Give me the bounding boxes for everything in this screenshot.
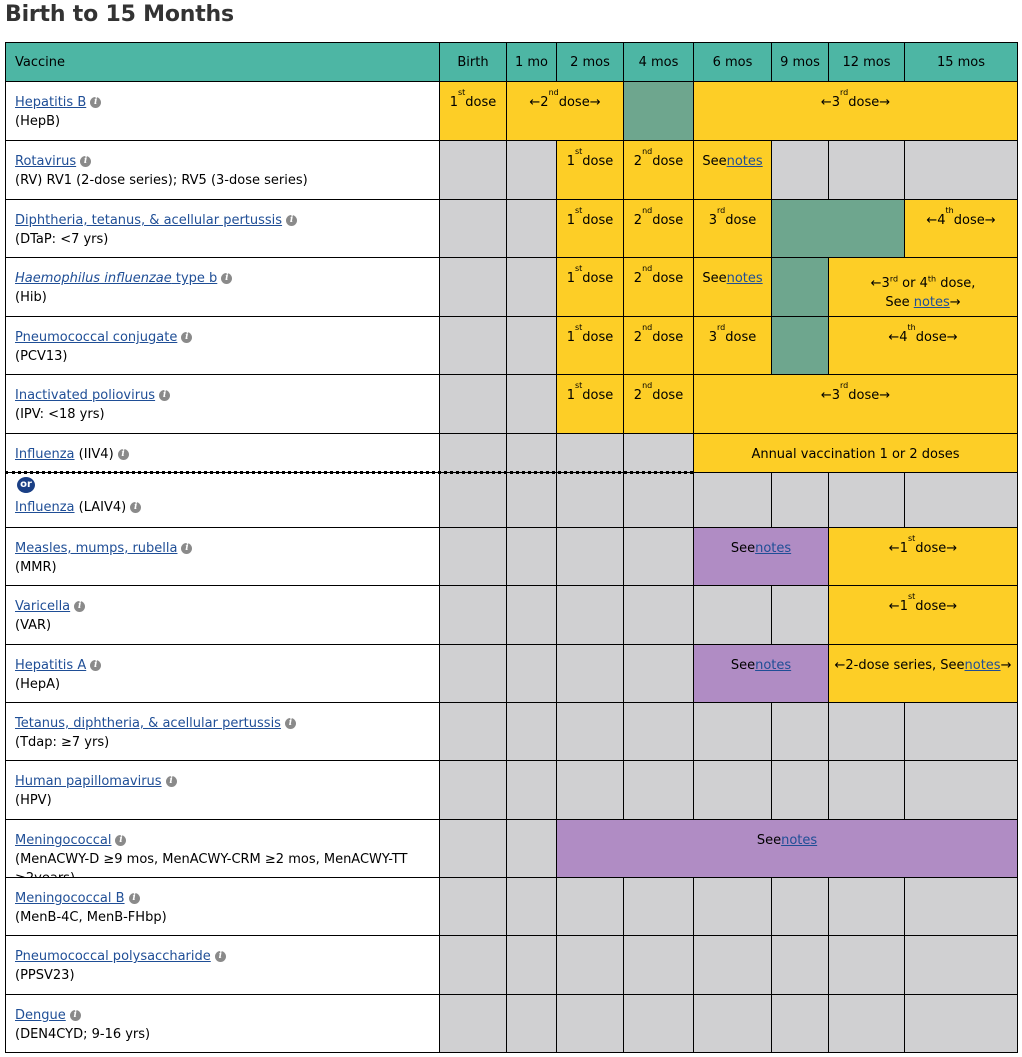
- schedule-cell: [439, 644, 507, 703]
- schedule-cell: [904, 877, 1018, 936]
- vaccine-row-label: Influenza (LAIV4) i: [5, 472, 440, 528]
- schedule-cell: [828, 877, 905, 936]
- vaccine-link[interactable]: Meningococcal: [15, 833, 112, 848]
- schedule-cell: [623, 760, 694, 820]
- schedule-cell: [506, 199, 557, 258]
- schedule-cell: [623, 702, 694, 761]
- schedule-cell: [506, 935, 557, 995]
- notes-cell: See notes: [693, 644, 829, 703]
- dose-cell: ← 3 rd dose →: [693, 374, 1018, 434]
- vaccine-link[interactable]: Hepatitis B: [15, 95, 87, 110]
- schedule-cell: [439, 702, 507, 761]
- vaccine-link[interactable]: Human papillomavirus: [15, 774, 162, 789]
- schedule-cell: [506, 257, 557, 317]
- notes-cell: See notes: [693, 527, 829, 586]
- or-badge: or: [17, 477, 35, 493]
- header-vaccine: Vaccine: [5, 42, 440, 82]
- schedule-cell: [506, 140, 557, 200]
- dose-cell: 1 st dose: [556, 140, 624, 200]
- vaccine-row-label: [5, 760, 440, 820]
- schedule-cell: [904, 702, 1018, 761]
- vaccine-abbr: (Hib): [15, 290, 47, 305]
- header-age-Birth: Birth: [439, 42, 507, 82]
- dose-cell: 1 st dose: [556, 257, 624, 317]
- info-icon[interactable]: i: [215, 951, 226, 962]
- schedule-cell: [439, 433, 507, 473]
- schedule-cell: [439, 472, 507, 528]
- header-age-9-mos: 9 mos: [771, 42, 829, 82]
- vaccine-abbr: (HepB): [15, 114, 61, 129]
- vaccine-abbr: (PCV13): [15, 349, 68, 364]
- schedule-cell: [506, 374, 557, 434]
- dose-cell: ← 1 st dose →: [828, 585, 1018, 645]
- dose-cell: ← 4 th dose →: [904, 199, 1018, 258]
- vaccine-link[interactable]: Diphtheria, tetanus, & acellular pertussis: [15, 213, 283, 228]
- catch-up-cell: [771, 257, 829, 317]
- vaccine-link[interactable]: Influenza: [15, 447, 75, 462]
- info-icon[interactable]: i: [90, 97, 101, 108]
- schedule-cell: [439, 760, 507, 820]
- notes-link[interactable]: notes: [726, 271, 763, 286]
- notes-link[interactable]: notes: [781, 833, 818, 848]
- schedule-cell: [771, 877, 829, 936]
- schedule-cell: [439, 877, 507, 936]
- dose-cell: ←2-dose series, See notes →: [828, 644, 1018, 703]
- vaccine-row-label: [5, 819, 440, 878]
- vaccine-link[interactable]: Meningococcal B: [15, 891, 125, 906]
- schedule-cell: [828, 472, 905, 528]
- schedule-cell: [506, 585, 557, 645]
- dose-cell: ←3rd or 4th dose, See notes→: [828, 257, 1018, 317]
- info-icon[interactable]: i: [129, 893, 140, 904]
- dose-cell: 2 nd dose: [623, 374, 694, 434]
- schedule-cell: [828, 702, 905, 761]
- schedule-cell: [771, 472, 829, 528]
- schedule-cell: [506, 644, 557, 703]
- vaccine-abbr: (RV) RV1 (2-dose series); RV5 (3-dose series): [15, 173, 308, 188]
- schedule-cell: [439, 199, 507, 258]
- schedule-cell: [556, 994, 624, 1053]
- schedule-cell: [693, 760, 772, 820]
- dose-cell: ← 2 nd dose →: [506, 81, 624, 141]
- schedule-cell: [693, 935, 772, 995]
- schedule-cell: [556, 644, 624, 703]
- vaccine-row-label: [5, 374, 440, 434]
- vaccine-row-label: Influenza (IIV4) i: [5, 433, 440, 473]
- schedule-cell: [556, 702, 624, 761]
- annual-cell: Annual vaccination 1 or 2 doses: [693, 433, 1018, 473]
- schedule-cell: [771, 760, 829, 820]
- dose-cell: 2 nd dose: [623, 316, 694, 375]
- header-age-6-mos: 6 mos: [693, 42, 772, 82]
- notes-cell: See notes: [556, 819, 1018, 878]
- schedule-cell: [828, 994, 905, 1053]
- schedule-cell: [439, 935, 507, 995]
- dose-cell: 1 st dose: [439, 81, 507, 141]
- schedule-cell: [623, 585, 694, 645]
- page-title: Birth to 15 Months: [5, 2, 234, 27]
- schedule-cell: [506, 527, 557, 586]
- schedule-cell: [623, 994, 694, 1053]
- dose-cell: 2 nd dose: [623, 199, 694, 258]
- notes-link[interactable]: notes: [726, 154, 763, 169]
- dose-cell: ← 1 st dose →: [828, 527, 1018, 586]
- vaccine-abbr: (Tdap: ≥7 yrs): [15, 735, 110, 750]
- schedule-cell: [439, 585, 507, 645]
- dose-cell: 3 rd dose: [693, 316, 772, 375]
- header-age-1-mo: 1 mo: [506, 42, 557, 82]
- info-icon[interactable]: i: [130, 502, 141, 513]
- notes-link[interactable]: notes: [913, 294, 950, 310]
- vaccine-link[interactable]: Pneumococcal conjugate: [15, 330, 178, 345]
- info-icon[interactable]: i: [285, 718, 296, 729]
- info-icon[interactable]: i: [70, 1010, 81, 1021]
- vaccine-row-label: [5, 994, 440, 1053]
- schedule-cell: [828, 140, 905, 200]
- vaccine-abbr: (DEN4CYD; 9-16 yrs): [15, 1027, 151, 1042]
- catch-up-cell: [771, 316, 829, 375]
- or-divider: [5, 471, 693, 474]
- vaccine-link[interactable]: Inactivated poliovirus: [15, 388, 156, 403]
- vaccine-row-label: [5, 702, 440, 761]
- schedule-cell: [506, 702, 557, 761]
- vaccine-link[interactable]: Haemophilus influenzae: [15, 271, 172, 286]
- schedule-cell: [904, 935, 1018, 995]
- vaccine-link[interactable]: Dengue: [15, 1008, 66, 1023]
- schedule-cell: [506, 472, 557, 528]
- schedule-cell: [771, 994, 829, 1053]
- vaccine-abbr: (PPSV23): [15, 968, 75, 983]
- vaccine-link[interactable]: Varicella: [15, 599, 71, 614]
- schedule-cell: [693, 994, 772, 1053]
- dose-cell: ← 3 rd dose →: [693, 81, 1018, 141]
- info-icon[interactable]: i: [181, 332, 192, 343]
- vaccine-row-label: [5, 935, 440, 995]
- schedule-cell: [623, 472, 694, 528]
- schedule-cell: [771, 140, 829, 200]
- catch-up-cell: [623, 81, 694, 141]
- schedule-cell: [556, 935, 624, 995]
- schedule-cell: [506, 433, 557, 473]
- schedule-cell: [623, 433, 694, 473]
- vaccine-link[interactable]: Measles, mumps, rubella: [15, 541, 178, 556]
- vaccine-abbr: (VAR): [15, 618, 52, 633]
- notes-cell: See notes: [693, 140, 772, 200]
- notes-link[interactable]: notes: [755, 658, 792, 673]
- schedule-cell: [506, 760, 557, 820]
- info-icon[interactable]: i: [181, 543, 192, 554]
- schedule-cell: [828, 935, 905, 995]
- schedule-cell: [556, 433, 624, 473]
- schedule-cell: [439, 257, 507, 317]
- vaccine-row-label: [5, 199, 440, 258]
- schedule-cell: [556, 585, 624, 645]
- schedule-cell: [904, 140, 1018, 200]
- schedule-cell: [439, 140, 507, 200]
- notes-cell: See notes: [693, 257, 772, 317]
- dose-cell: 1 st dose: [556, 199, 624, 258]
- schedule-cell: [828, 760, 905, 820]
- schedule-cell: [623, 644, 694, 703]
- vaccine-row-label: [5, 527, 440, 586]
- schedule-cell: [693, 702, 772, 761]
- info-icon[interactable]: i: [90, 660, 101, 671]
- dose-cell: 2 nd dose: [623, 140, 694, 200]
- schedule-cell: [904, 760, 1018, 820]
- vaccine-abbr: (MenACWY-D ≥9 mos, MenACWY-CRM ≥2 mos, MenACWY-TT: [15, 852, 408, 867]
- schedule-cell: [556, 877, 624, 936]
- schedule-cell: [771, 702, 829, 761]
- header-age-15-mos: 15 mos: [904, 42, 1018, 82]
- schedule-cell: [506, 819, 557, 878]
- schedule-cell: [506, 316, 557, 375]
- info-icon[interactable]: i: [286, 215, 297, 226]
- vaccine-row-label: [5, 585, 440, 645]
- vaccine-abbr: (HPV): [15, 793, 52, 808]
- info-icon[interactable]: i: [74, 601, 85, 612]
- schedule-cell: [439, 527, 507, 586]
- info-icon[interactable]: i: [166, 776, 177, 787]
- dose-cell: 1 st dose: [556, 374, 624, 434]
- schedule-cell: [439, 316, 507, 375]
- dose-cell: 2 nd dose: [623, 257, 694, 317]
- schedule-cell: [771, 935, 829, 995]
- vaccine-link[interactable]: Pneumococcal polysaccharide: [15, 949, 211, 964]
- schedule-cell: [693, 472, 772, 528]
- schedule-cell: [693, 585, 772, 645]
- info-icon[interactable]: i: [118, 449, 129, 460]
- dose-cell: 1 st dose: [556, 316, 624, 375]
- schedule-cell: [904, 472, 1018, 528]
- vaccine-abbr: (IPV: <18 yrs): [15, 407, 105, 422]
- vaccine-row-label: [5, 257, 440, 317]
- info-icon[interactable]: i: [221, 273, 232, 284]
- schedule-cell: [556, 760, 624, 820]
- vaccine-row-label: [5, 644, 440, 703]
- schedule-cell: [623, 935, 694, 995]
- notes-link[interactable]: notes: [964, 658, 1001, 673]
- info-icon[interactable]: i: [115, 835, 126, 846]
- info-icon[interactable]: i: [80, 156, 91, 167]
- schedule-cell: [693, 877, 772, 936]
- vaccine-abbr: (HepA): [15, 677, 61, 692]
- vaccine-link[interactable]: Hepatitis A: [15, 658, 87, 673]
- catch-up-cell: [771, 199, 905, 258]
- vaccine-abbr: (MMR): [15, 560, 57, 575]
- vaccine-link[interactable]: Influenza: [15, 500, 75, 515]
- vaccine-link[interactable]: Rotavirus: [15, 154, 77, 169]
- schedule-cell: [556, 472, 624, 528]
- schedule-cell: [439, 819, 507, 878]
- vaccine-row-label: [5, 877, 440, 936]
- vaccine-row-label: [5, 81, 440, 141]
- vaccine-abbr: (DTaP: <7 yrs): [15, 232, 109, 247]
- schedule-cell: [506, 877, 557, 936]
- vaccine-link-suffix[interactable]: type b: [171, 271, 218, 286]
- schedule-cell: [623, 527, 694, 586]
- vaccine-row-label: [5, 140, 440, 200]
- notes-link[interactable]: notes: [755, 541, 792, 556]
- schedule-cell: [623, 877, 694, 936]
- vaccine-row-label: [5, 316, 440, 375]
- schedule-cell: [439, 994, 507, 1053]
- header-age-2-mos: 2 mos: [556, 42, 624, 82]
- dose-cell: ← 4 th dose →: [828, 316, 1018, 375]
- header-age-4-mos: 4 mos: [623, 42, 694, 82]
- dose-cell: 3 rd dose: [693, 199, 772, 258]
- schedule-cell: [506, 994, 557, 1053]
- info-icon[interactable]: i: [159, 390, 170, 401]
- vaccine-link[interactable]: Tetanus, diphtheria, & acellular pertussis: [15, 716, 281, 731]
- schedule-cell: [439, 374, 507, 434]
- schedule-cell: [771, 585, 829, 645]
- vaccine-abbr: (MenB-4C, MenB-FHbp): [15, 910, 167, 925]
- header-age-12-mos: 12 mos: [828, 42, 905, 82]
- schedule-cell: [904, 994, 1018, 1053]
- schedule-cell: [556, 527, 624, 586]
